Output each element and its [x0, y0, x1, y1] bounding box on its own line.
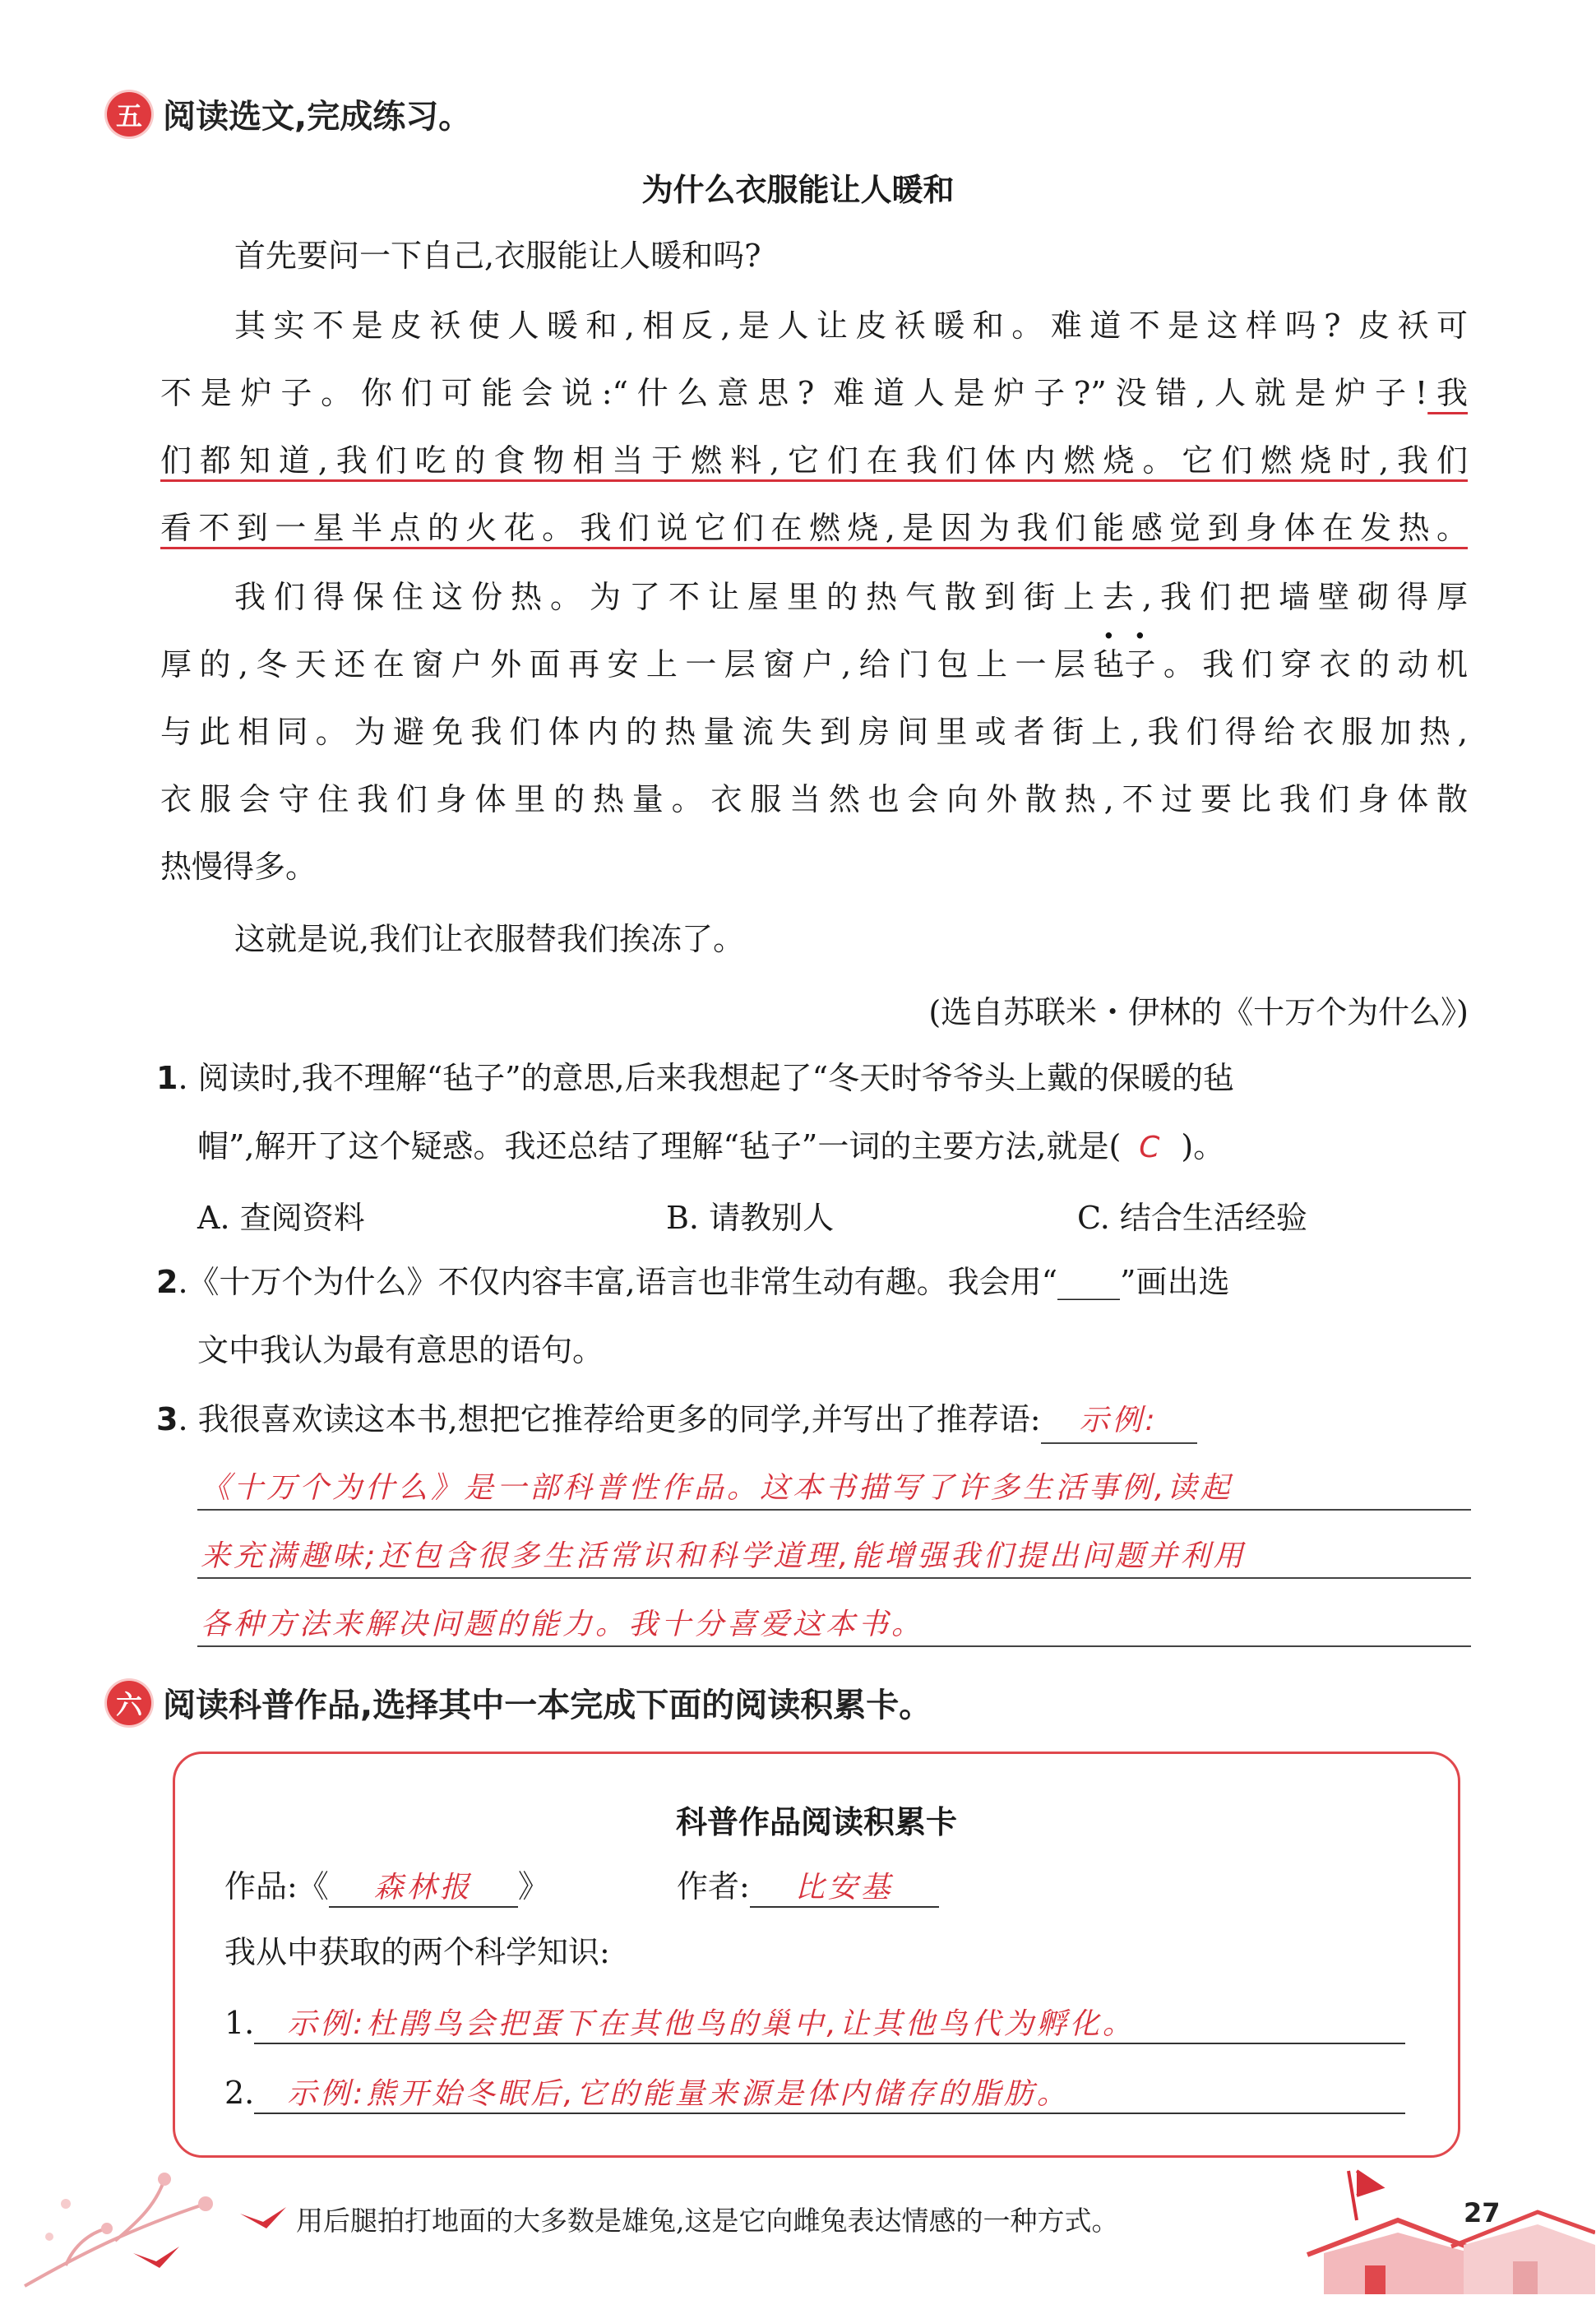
question-3-answer-line-1: [197, 1468, 1471, 1511]
question-1-text: . 阅读时,我不理解“毡子”的意思,后来我想起了“冬天时爷爷头上戴的保暖的毡: [178, 1060, 1235, 1096]
page-number: 27: [1464, 2197, 1501, 2228]
article-p3-line5: 热慢得多。: [160, 849, 317, 885]
option-b: B. 请教别人: [666, 1200, 835, 1236]
author-value: 比安基: [794, 1871, 894, 1904]
question-3-answer-text: 《十万个为什么》是一部科普性作品。这本书描写了许多生活事例,读起: [201, 1471, 1233, 1505]
article-p3-line4: 衣服会守住我们身体里的热量。衣服当然也会向外散热,不过要比我们身体散: [160, 781, 1468, 817]
swallow-icon: [238, 2204, 288, 2237]
knowledge-1-input[interactable]: [254, 2001, 1405, 2044]
p3-line2-text: 厚的,冬天还在窗户外面再安上一层窗户,给门包上一层: [160, 646, 1094, 683]
section-six-header: [107, 1679, 932, 1726]
question-1-text-cont: 帽”,解开了这个疑惑。我还总结了理解“毡子”一词的主要方法,就是(: [197, 1128, 1122, 1164]
swallow-icon: [132, 2245, 181, 2278]
question-2-line2: 文中我认为最有意思的语句。: [197, 1332, 604, 1368]
knowledge-2-number: 2.: [224, 2075, 255, 2111]
section-five-header: [107, 90, 471, 137]
house-decoration: [1274, 2154, 1595, 2300]
knowledge-1-value: 示例:杜鹃鸟会把蛋下在其他鸟的巢中,让其他鸟代为孵化。: [287, 2007, 1136, 2041]
p3-line2-text-end: 。我们穿衣的动机: [1155, 646, 1468, 683]
article-source: (选自苏联米・伊林的《十万个为什么》): [928, 994, 1469, 1030]
question-2-line1: [156, 1261, 1229, 1303]
dotted-word-char-2: 子: [1124, 646, 1156, 683]
dotted-word-char-1: 毡: [1093, 646, 1125, 683]
question-1-line1: [156, 1057, 1234, 1099]
section-six-title: 阅读科普作品,选择其中一本完成下面的阅读积累卡。: [163, 1687, 932, 1724]
knowledge-1-number: 1.: [224, 2005, 255, 2041]
option-c: C. 结合生活经验: [1077, 1200, 1307, 1236]
knowledge-2-input[interactable]: [254, 2071, 1405, 2114]
question-3-answer-text: 各种方法来解决问题的能力。我十分喜爱这本书。: [201, 1608, 925, 1641]
question-3-answer-line-3: [197, 1604, 1471, 1647]
question-1-line2: [197, 1125, 1224, 1169]
p2-line2-text: 不是炉子。你们可能会说:“什么意思? 难道人是炉子?”没错,人就是炉子!: [160, 375, 1428, 411]
article-p2-line4: [160, 507, 1468, 549]
article-paragraph-4: 这就是说,我们让衣服替我们挨冻了。: [234, 921, 745, 957]
article-p2-line1: 其实不是皮袄使人暖和,相反,是人让皮袄暖和。难道不是这样吗? 皮袄可: [234, 308, 1468, 344]
underlined-text-start: 我: [1427, 375, 1468, 411]
article-p3-line1: 我们得保住这份热。为了不让屋里的热气散到街上去,我们把墙壁砌得厚: [234, 579, 1468, 615]
question-3-line1: [156, 1398, 1197, 1444]
knowledge-item-2: [224, 2071, 1405, 2114]
author-label: 作者:: [677, 1868, 750, 1904]
work-field: [224, 1861, 549, 1908]
reading-card-title: 科普作品阅读积累卡: [675, 1804, 957, 1840]
knowledge-item-1: [224, 2001, 1405, 2044]
question-3-answer-line-2: [197, 1536, 1471, 1579]
article-title: 为什么衣服能让人暖和: [641, 172, 955, 208]
knowledge-label: 我从中获取的两个科学知识:: [224, 1934, 610, 1970]
section-six-badge: 六: [107, 1681, 151, 1725]
author-field: [677, 1861, 939, 1908]
question-3-number: 3: [156, 1401, 178, 1437]
answer-blank-start: [1041, 1398, 1197, 1444]
work-label: 作品:《: [224, 1868, 329, 1904]
question-3-text: . 我很喜欢读这本书,想把它推荐给更多的同学,并写出了推荐语:: [178, 1401, 1041, 1437]
article-p2-line3: [160, 439, 1468, 482]
option-a: A. 查阅资料: [197, 1200, 365, 1236]
question-1-text-end: )。: [1181, 1128, 1225, 1164]
article-p3-line2: [160, 643, 1468, 686]
underlined-sentence: 看不到一星半点的火花。我们说它们在燃烧,是因为我们能感觉到身体在发热。: [160, 510, 1468, 546]
question-2-number: 2: [156, 1264, 178, 1300]
work-value: 森林报: [373, 1871, 473, 1904]
article-paragraph-1: 首先要问一下自己,衣服能让人暖和吗?: [234, 238, 761, 274]
reading-card: [173, 1752, 1460, 2158]
footer-fun-fact: 用后腿拍打地面的大多数是雄兔,这是它向雌兔表达情感的一种方式。: [296, 2205, 1119, 2237]
section-five-title: 阅读选文,完成练习。: [163, 98, 472, 136]
question-2-text: .《十万个为什么》不仅内容丰富,语言也非常生动有趣。我会用“____”画出选: [178, 1264, 1230, 1300]
question-1-number: 1: [156, 1060, 178, 1096]
question-1-answer: C: [1139, 1131, 1163, 1164]
question-3-answer-text: 来充满趣味;还包含很多生活常识和科学道理,能增强我们提出问题并利用: [201, 1539, 1247, 1573]
work-label-close: 》: [517, 1868, 549, 1904]
knowledge-2-value: 示例:熊开始冬眠后,它的能量来源是体内储存的脂肪。: [287, 2077, 1070, 2111]
article-p2-line2: [160, 372, 1468, 414]
article-p3-line3: 与此相同。为避免我们体内的热量流失到房间里或者街上,我们得给衣服加热,: [160, 714, 1468, 750]
work-input[interactable]: [329, 1864, 518, 1908]
underlined-sentence: 们都知道,我们吃的食物相当于燃料,它们在我们体内燃烧。它们燃烧时,我们: [160, 442, 1468, 479]
question-3-answer-prefix: 示例:: [1079, 1404, 1159, 1437]
section-five-badge: 五: [107, 92, 151, 137]
author-input[interactable]: [750, 1864, 939, 1908]
